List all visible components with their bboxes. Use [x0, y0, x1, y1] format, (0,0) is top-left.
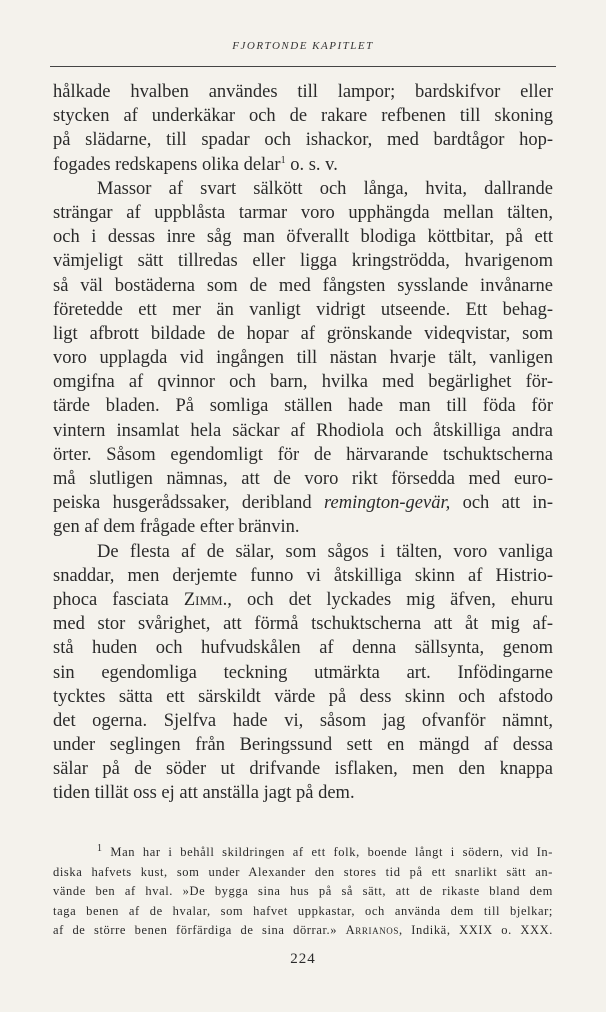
text-line: strängar af uppblåsta tarmar voro upphängda mellan tälten,: [53, 202, 553, 223]
text-line: ligt afbrott bildade de hopar af grönskande videqvistar, som: [53, 323, 553, 344]
footnote-number: 1: [97, 842, 103, 854]
text-line: med stor svårighet, att förmå tschuktscherna att åt mig af-: [53, 614, 553, 635]
text-fragment: o. s. v.: [290, 154, 338, 175]
text-line: under seglingen från Beringssund sett en mängd af dessa: [53, 735, 553, 756]
text-fragment: och det lyckades mig äfven, ehuru: [246, 589, 554, 610]
text-fragment: fogades redskapens olika delar: [53, 154, 281, 175]
text-line: tärde bladen. På somliga ställen hade man till föda för: [53, 396, 553, 417]
text-line: sin egendomliga teckning utmärkta art. Infödingarne: [53, 662, 553, 683]
footnote: [53, 843, 553, 941]
text-fragment: phoca fasciata: [53, 589, 169, 610]
footnote-line: [53, 921, 553, 941]
text-line: voro upplagda vid ingången till nästan hvarje tält, vanligen: [53, 348, 553, 369]
text-line: det ogerna. Sjelfva hade vi, såsom jag ofvanför nämnt,: [53, 710, 553, 731]
page-number: 224: [290, 951, 316, 967]
text-line: örter. Såsom egendomligt för de härvarande tschuktscherna: [53, 444, 553, 465]
main-text: [53, 80, 553, 806]
text-line: vämjeligt sätt tillredas eller ligga kringströdda, hvarigenom: [53, 251, 553, 272]
footnote-line: [53, 843, 553, 863]
text-line: tycktes sätta ett särskildt värde på dess skinn och afstodo: [53, 686, 553, 707]
footnote-line: vände ben af hval. »De bygga sina hus på så sätt, att de rikaste bland dem: [53, 884, 553, 898]
text-line: på slädarne, till spadar och ishackor, med bardtågor hop-: [53, 130, 553, 151]
text-line: må slutligen nämnas, att de voro rikt försedda med euro-: [53, 469, 553, 489]
text-line: stycken af underkäkar och de rakare refbenen till skoning: [53, 106, 553, 127]
text-fragment: och att in-: [462, 493, 553, 514]
running-header: FJORTONDE KAPITLET: [232, 40, 374, 52]
text-line: [53, 588, 553, 612]
text-line: snaddar, men derjemte funno vi åtskilliga skinn af Histrio-: [53, 565, 553, 586]
text-line: Massor af svart sälkött och långa, hvita, dallrande: [97, 178, 553, 199]
text-line: De flesta af de sälar, som sågos i tälten, voro vanliga: [97, 541, 553, 562]
text-line: [53, 153, 553, 177]
text-line: vintern insamlat hela säckar af Rhodiola och åtskilliga andra: [53, 420, 553, 441]
text-fragment: peiska husgerådssaker, deribland: [53, 493, 312, 514]
italic-term: remington-gevär,: [324, 493, 451, 514]
text-line: och i dessas inre såg man öfverallt blodiga köttbitar, på ett: [53, 227, 553, 248]
footnote-marker: 1: [280, 154, 286, 166]
text-line: stå huden och hufvudskålen af denna sällsynta, genom: [53, 638, 553, 659]
header-rule: [50, 66, 556, 67]
text-line: gen af dem frågade efter bränvin.: [53, 517, 300, 538]
author-abbrev: Arrianos,: [345, 923, 403, 937]
text-fragment: Man har i behåll skildringen af ett folk, boende långt i södern, vid In-: [110, 845, 553, 859]
text-line: så väl bostäderna som de med fångsten sysslande invånarne: [53, 275, 553, 296]
footnote-line: diska hafvets kust, som under Alexander den stores tid på ett snarlikt sätt an-: [53, 864, 553, 879]
text-line: omgifna af qvinnor och barn, hvilka med begärlighet för-: [53, 372, 553, 393]
text-line: [53, 491, 553, 515]
text-line: tiden tillät oss ej att anställa jagt på dem.: [53, 783, 355, 804]
text-line: företedde ett mer än vanligt vidrigt utseende. Ett behag-: [53, 299, 553, 320]
footnote-line: taga benen af de hvalar, som hafvet uppkastar, och använda dem till bjelkar;: [53, 903, 553, 918]
text-line: sälar på de söder ut drifvande isflaken, men den knappa: [53, 759, 553, 780]
text-fragment: Indikä, XXIX o. XXX.: [411, 923, 553, 937]
text-fragment: af de större benen förfärdiga de sina dörrar.»: [53, 923, 338, 937]
author-abbrev: Zimm.,: [183, 589, 232, 610]
text-line: hålkade hvalben användes till lampor; bardskifvor eller: [53, 82, 553, 102]
